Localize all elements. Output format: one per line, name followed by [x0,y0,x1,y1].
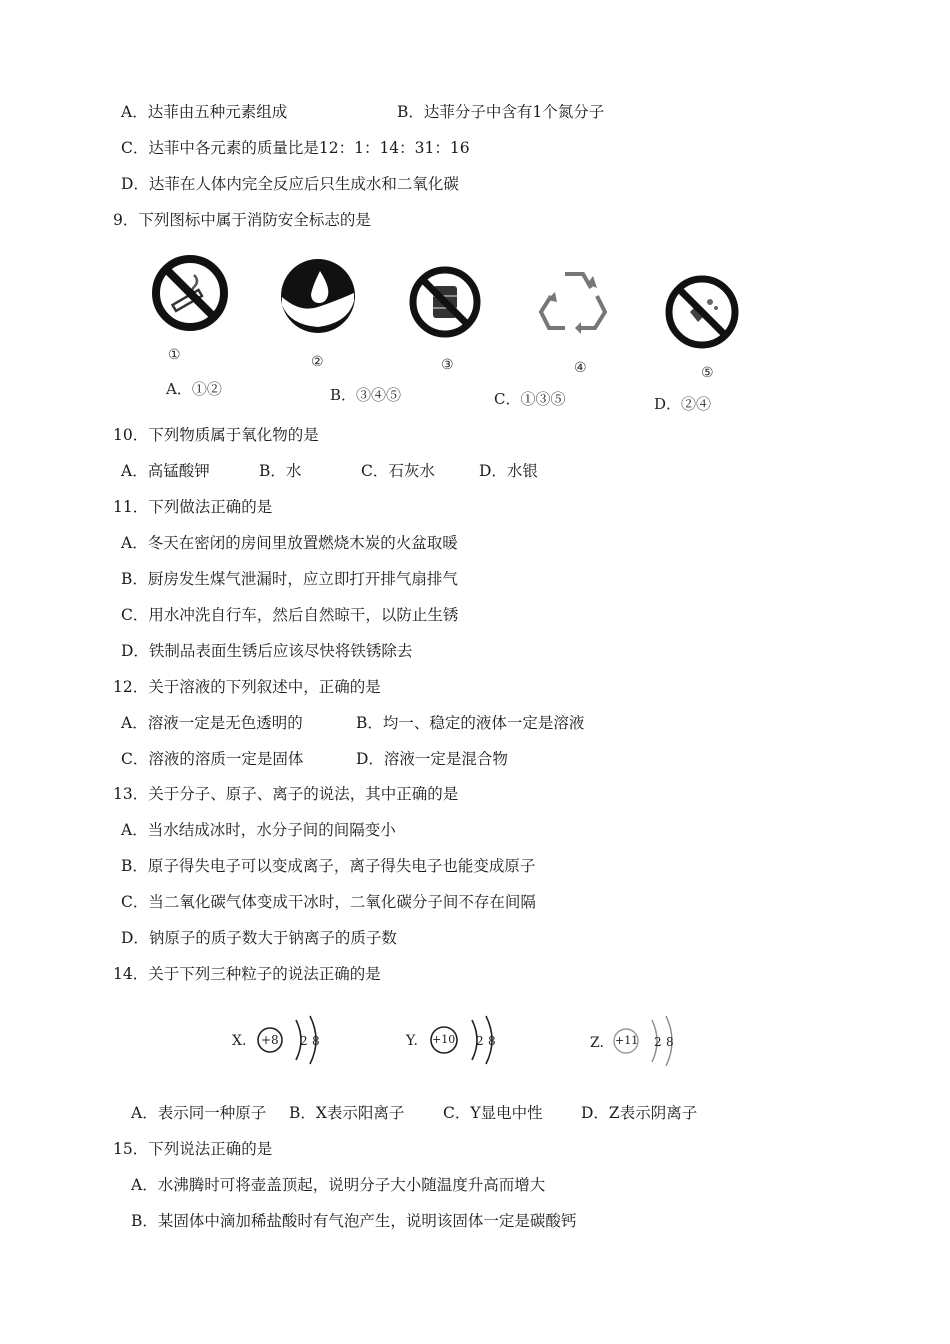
q15-option-b: B．某固体中滴加稀盐酸时有气泡产生，说明该固体一定是碳酸钙 [131,1212,577,1230]
q11-option-c: C．用水冲洗自行车，然后自然晾干，以防止生锈 [121,606,459,624]
q12-stem: 12．关于溶液的下列叙述中，正确的是 [113,678,381,696]
particle-y-nucleus: +10 [432,1033,456,1046]
particle-x-diagram [232,1014,332,1070]
q14-stem: 14．关于下列三种粒子的说法正确的是 [113,965,381,983]
q14-option-a: A．表示同一种原子 [131,1104,267,1122]
q11-option-d: D．铁制品表面生锈后应该尽快将铁锈除去 [121,642,413,660]
q14-option-d: D．Z表示阴离子 [581,1104,698,1122]
no-smoking-icon [150,253,230,333]
particle-z-nucleus: +11 [615,1034,639,1047]
q14-option-b: B．X表示阳离子 [289,1104,405,1122]
particle-y-label: Y. [406,1033,418,1049]
q13-option-d: D．钠原子的质子数大于钠离子的质子数 [121,929,397,947]
particle-x-label: X. [232,1033,247,1049]
q12-option-a: A．溶液一定是无色透明的 [121,714,303,732]
particle-z-shell-2: 8 [666,1035,674,1049]
q10-option-b: B．水 [259,462,302,480]
no-fuel-barrel-icon [407,264,483,340]
q9-option-a: A．①② [166,380,222,398]
q15-stem: 15．下列说法正确的是 [113,1140,273,1158]
q11-option-b: B．厨房发生煤气泄漏时，应立即打开排气扇排气 [121,570,458,588]
no-fireworks-icon [662,272,742,352]
q13-option-a: A．当水结成冰时，水分子间的间隔变小 [121,821,396,839]
q10-option-d: D．水银 [479,462,538,480]
q11-option-a: A．冬天在密闭的房间里放置燃烧木炭的火盆取暖 [121,534,458,552]
q14-option-c: C．Y显电中性 [443,1104,543,1122]
icon-number-1: ① [168,347,181,363]
q11-stem: 11．下列做法正确的是 [113,498,273,516]
q12-option-b: B．均一、稳定的液体一定是溶液 [356,714,585,732]
icon-number-3: ③ [441,357,454,373]
particle-x-shell-1: 2 [300,1034,308,1048]
q13-option-c: C．当二氧化碳气体变成干冰时，二氧化碳分子间不存在间隔 [121,893,536,911]
q8-option-b: B．达菲分子中含有1个氮分子 [397,103,605,121]
particle-z-shell-1: 2 [654,1035,662,1049]
particle-y-shell-1: 2 [476,1034,484,1048]
water-saving-icon [278,257,358,335]
q9-option-d: D．②④ [654,395,712,413]
q12-option-d: D．溶液一定是混合物 [356,750,508,768]
q10-option-c: C．石灰水 [361,462,435,480]
particle-z-diagram [590,1014,690,1070]
icon-number-4: ④ [574,360,587,376]
q10-option-a: A．高锰酸钾 [121,462,210,480]
particle-y-shell-2: 8 [488,1034,496,1048]
q8-option-c: C．达菲中各元素的质量比是12：1：14：31：16 [121,139,470,157]
icon-number-2: ② [311,354,324,370]
icon-number-5: ⑤ [701,365,714,381]
recycle-icon [535,266,613,338]
q10-stem: 10．下列物质属于氧化物的是 [113,426,319,444]
q9-option-c: C．①③⑤ [494,390,566,408]
q8-option-a: A．达菲由五种元素组成 [121,103,288,121]
q9-stem: 9．下列图标中属于消防安全标志的是 [113,211,371,229]
particle-y-diagram [406,1014,506,1070]
q9-option-b: B．③④⑤ [330,386,402,404]
particle-z-label: Z. [590,1035,604,1051]
q15-option-a: A．水沸腾时可将壶盖顶起，说明分子大小随温度升高而增大 [131,1176,546,1194]
q12-option-c: C．溶液的溶质一定是固体 [121,750,304,768]
q13-stem: 13．关于分子、原子、离子的说法，其中正确的是 [113,785,459,803]
particle-x-nucleus: +8 [261,1033,279,1047]
q13-option-b: B．原子得失电子可以变成离子，离子得失电子也能变成原子 [121,857,536,875]
q8-option-d: D．达菲在人体内完全反应后只生成水和二氧化碳 [121,175,459,193]
particle-x-shell-2: 8 [312,1034,320,1048]
